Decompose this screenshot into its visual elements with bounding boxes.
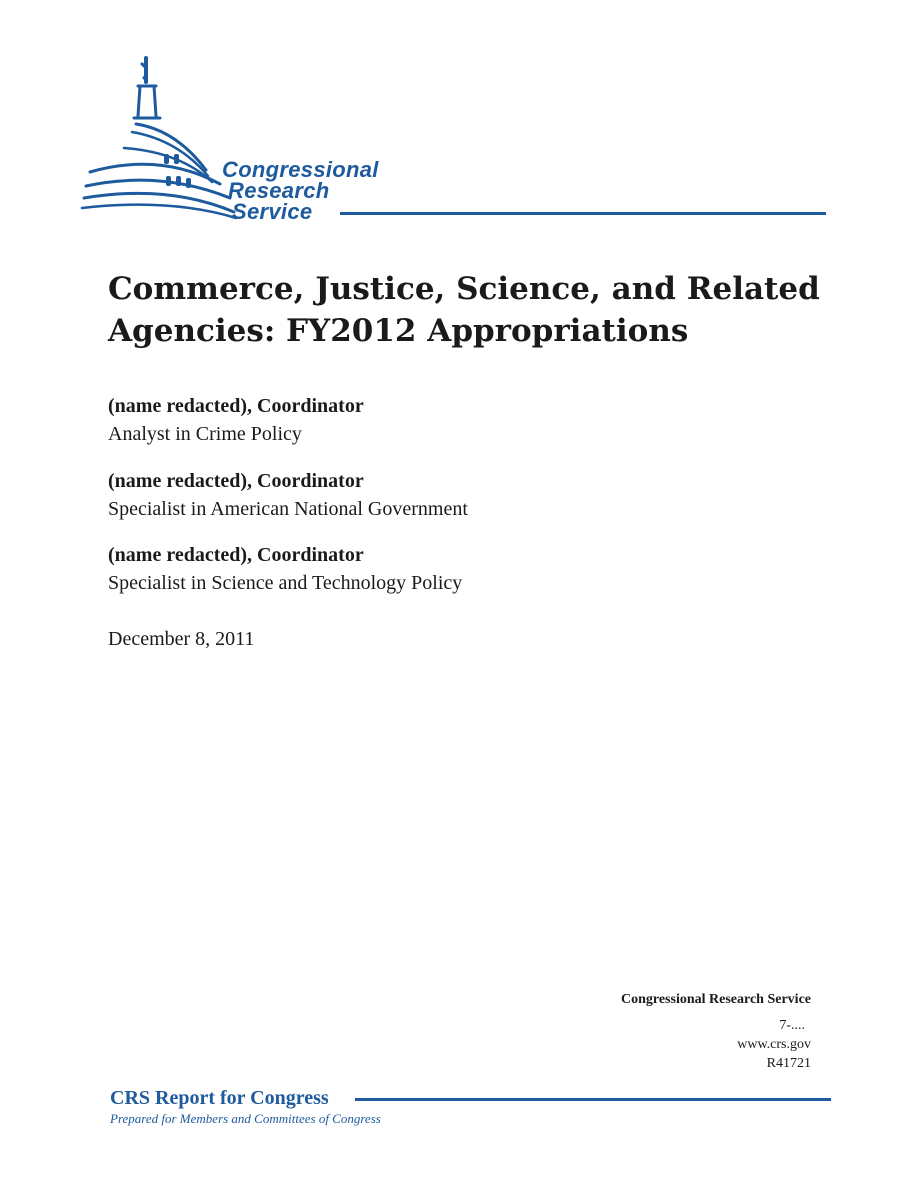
crs-report-id: R41721 xyxy=(766,1056,811,1071)
author-block xyxy=(108,543,462,595)
author-name: (name redacted), Coordinator xyxy=(108,395,364,417)
footer-divider xyxy=(355,1098,831,1101)
logo-text-service: Service xyxy=(232,199,313,224)
author-role: Analyst in Crime Policy xyxy=(108,423,302,445)
report-title: Commerce, Justice, Science, and Related Agencies: FY2012 Appropriations xyxy=(108,271,820,349)
logo-divider xyxy=(340,212,826,215)
capitol-dome-logo xyxy=(80,52,240,222)
crs-org-name: Congressional Research Service xyxy=(620,992,811,1007)
publication-date: December 8, 2011 xyxy=(108,628,255,650)
crs-report-heading: CRS Report for Congress xyxy=(110,1087,329,1109)
crs-report-subtitle: Prepared for Members and Committees of Congress xyxy=(110,1111,381,1126)
author-role: Specialist in Science and Technology Policy xyxy=(108,572,463,594)
author-name: (name redacted), Coordinator xyxy=(108,470,364,492)
crs-info-block xyxy=(621,990,811,1073)
crs-website: www.crs.gov xyxy=(737,1037,811,1052)
author-block xyxy=(108,394,364,446)
author-block xyxy=(108,469,468,521)
crs-number: 7-.... xyxy=(779,1018,805,1033)
author-name: (name redacted), Coordinator xyxy=(108,544,364,566)
logo-text-research: Research xyxy=(228,178,330,203)
logo-text-congressional: Congressional xyxy=(222,157,379,182)
author-role: Specialist in American National Government xyxy=(108,498,468,520)
